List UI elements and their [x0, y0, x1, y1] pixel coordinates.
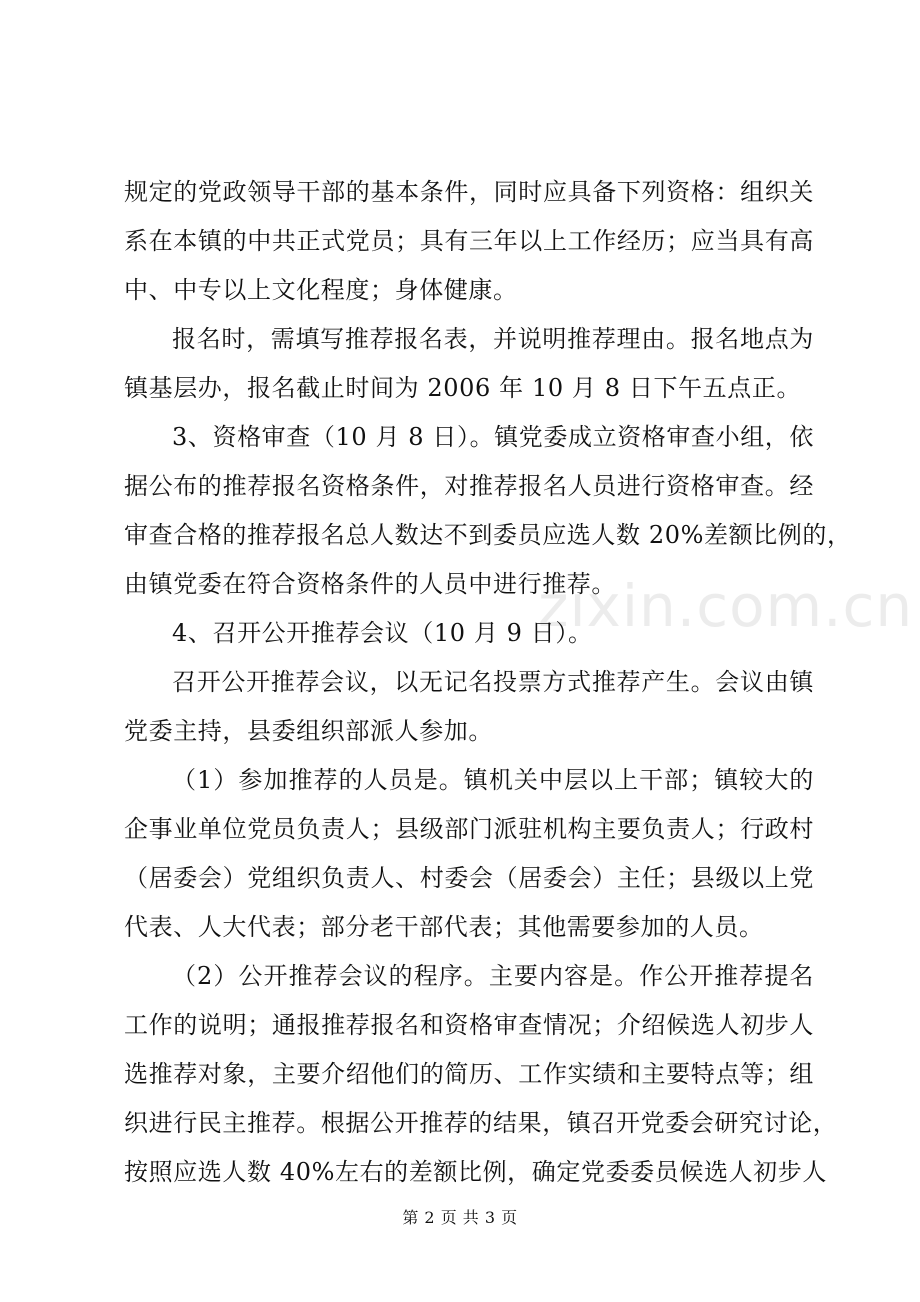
watermark: zixin.com.cn	[538, 572, 914, 640]
paragraph-line-16: 代表、人大代表；部分老干部代表；其他需要参加的人员。	[124, 913, 764, 941]
paragraph-line-19: 选推荐对象，主要介绍他们的简历、工作实绩和主要特点等；组	[124, 1060, 814, 1088]
paragraph-line-2: 系在本镇的中共正式党员；具有三年以上工作经历；应当具有高	[124, 227, 814, 255]
paragraph-line-13: （1）参加推荐的人员是。镇机关中层以上干部；镇较大的	[172, 766, 814, 794]
paragraph-line-8: 审查合格的推荐报名总人数达不到委员应选人数 20%差额比例的，	[124, 521, 852, 549]
paragraph-line-1: 规定的党政领导干部的基本条件，同时应具备下列资格：组织关	[124, 178, 814, 206]
paragraph-line-11: 召开公开推荐会议，以无记名投票方式推荐产生。会议由镇	[172, 668, 814, 696]
paragraph-line-12: 党委主持，县委组织部派人参加。	[124, 717, 493, 745]
paragraph-line-15: （居委会）党组织负责人、村委会（居委会）主任；县级以上党	[124, 864, 814, 892]
paragraph-line-7: 据公布的推荐报名资格条件，对推荐报名人员进行资格审查。经	[124, 472, 814, 500]
paragraph-line-14: 企事业单位党员负责人；县级部门派驻机构主要负责人；行政村	[124, 815, 814, 843]
paragraph-line-9: 由镇党委在符合资格条件的人员中进行推荐。	[124, 570, 616, 598]
page-footer: 第 2 页 共 3 页	[402, 1208, 518, 1227]
paragraph-line-4: 报名时，需填写推荐报名表，并说明推荐理由。报名地点为	[172, 325, 814, 353]
paragraph-line-6: 3、资格审查（10 月 8 日）。镇党委成立资格审查小组，依	[172, 423, 814, 451]
paragraph-line-5: 镇基层办，报名截止时间为 2006 年 10 月 8 日下午五点正。	[124, 374, 802, 402]
paragraph-line-21: 按照应选人数 40%左右的差额比例，确定党委委员候选人初步人	[124, 1158, 827, 1186]
paragraph-line-3: 中、中专以上文化程度；身体健康。	[124, 276, 518, 304]
paragraph-line-18: 工作的说明；通报推荐报名和资格审查情况；介绍候选人初步人	[124, 1011, 814, 1039]
paragraph-line-20: 织进行民主推荐。根据公开推荐的结果，镇召开党委会研究讨论，	[124, 1109, 838, 1137]
paragraph-line-17: （2）公开推荐会议的程序。主要内容是。作公开推荐提名	[172, 962, 814, 990]
paragraph-line-10: 4、召开公开推荐会议（10 月 9 日）。	[172, 619, 593, 647]
